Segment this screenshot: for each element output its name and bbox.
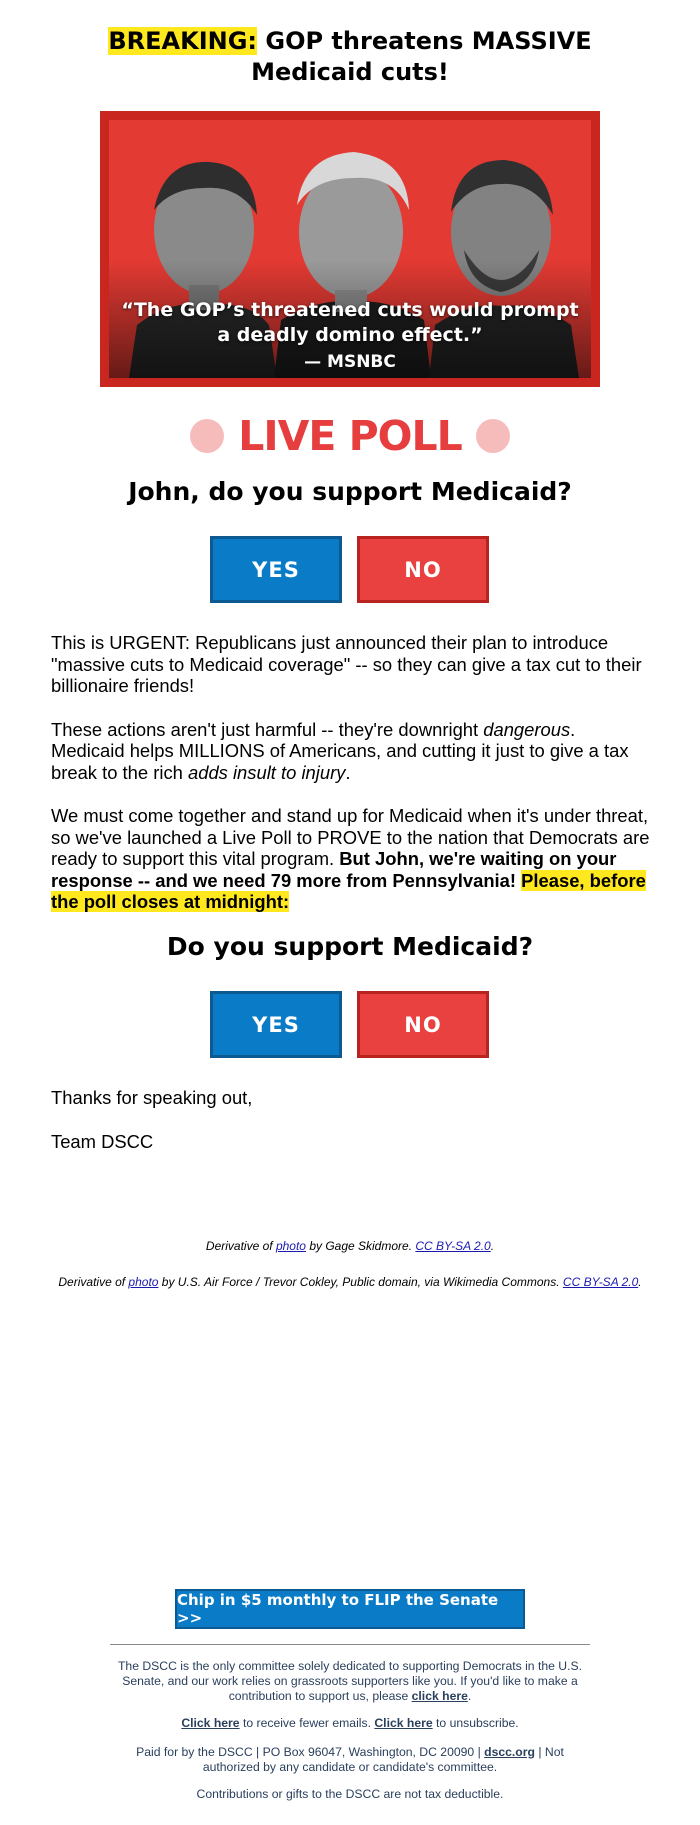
hero-image[interactable] — [100, 111, 600, 387]
live-dot-icon — [190, 419, 224, 453]
signoff-team: Team DSCC — [51, 1130, 154, 1152]
hero-quote-line1: “The GOP’s threatened cuts would prompt — [121, 299, 579, 321]
highlight-deadline: Please, before the poll closes at midnight: — [51, 869, 646, 912]
poll-question-1: John, do you support Medicaid? — [128, 477, 572, 506]
unsubscribe-link[interactable]: Click here — [374, 1716, 433, 1730]
photo-link-1[interactable]: photo — [275, 1239, 306, 1253]
live-poll-banner — [0, 411, 700, 461]
yes-button-2[interactable]: YES — [210, 991, 342, 1058]
footer-tax-note: Contributions or gifts to the DSCC are not tax deductible. — [196, 1787, 504, 1801]
photo-link-2[interactable]: photo — [128, 1275, 159, 1289]
no-button-2[interactable]: NO — [357, 991, 489, 1058]
paragraph-dangerous: These actions aren't just harmful -- they're downright dangerous. Medicaid helps MILLIONS of Americans, and cutting it just to give a tax break to the rich adds insult to injury. — [51, 718, 629, 783]
hero-quote — [109, 298, 591, 348]
footer-about: The DSCC is the only committee solely dedicated to supporting Democrats in the U.S. Senate, and our work relies on grassroots supporters like you. If you'd like to make a contribution to support us, please click here. — [117, 1659, 582, 1703]
live-poll-label: LIVE POLL — [238, 412, 462, 460]
license-link-1[interactable]: CC BY-SA 2.0 — [415, 1239, 491, 1253]
message-body — [51, 632, 651, 935]
paragraph-live-poll: We must come together and stand up for Medicaid when it's under threat, so we've launched a Live Poll to PROVE to the nation that Democrats are ready to support this vital program. But John, we're waiting on your response -- and we need 79 more from Pennsylvania! Please, before the poll closes at midnight: — [51, 805, 650, 912]
headline-line1: GOP threatens MASSIVE — [257, 27, 592, 55]
yes-button-1[interactable]: YES — [210, 536, 342, 603]
hero-source: — MSNBC — [304, 352, 396, 372]
license-link-2[interactable]: CC BY-SA 2.0 — [562, 1275, 639, 1289]
photo-credit-2: Derivative of photo by U.S. Air Force / Trevor Cokley, Public domain, via Wikimedia Commons. CC BY-SA 2.0. — [58, 1275, 642, 1289]
no-button-1[interactable]: NO — [357, 536, 489, 603]
footer-unsubscribe: Click here to receive fewer emails. Click here to unsubscribe. — [181, 1716, 519, 1730]
dscc-site-link[interactable]: dscc.org — [484, 1745, 535, 1759]
paragraph-urgent: This is URGENT: Republicans just announced their plan to introduce "massive cuts to Medicaid coverage" -- so they can give a tax cut to their billionaire friends! — [51, 632, 642, 696]
footer-disclaimer: Paid for by the DSCC | PO Box 96047, Washington, DC 20090 | dscc.org | Not authorized by any candidate or candidate's committee. — [136, 1745, 564, 1774]
footer-divider — [110, 1644, 590, 1645]
poll-question-2: Do you support Medicaid? — [166, 932, 534, 961]
breaking-label: BREAKING: — [108, 27, 258, 55]
fewer-emails-link[interactable]: Click here — [181, 1716, 240, 1730]
signoff-thanks: Thanks for speaking out, — [51, 1087, 253, 1108]
headline — [0, 26, 700, 88]
hero-quote-line2: a deadly domino effect.” — [217, 324, 483, 346]
chip-in-button[interactable]: Chip in $5 monthly to FLIP the Senate >> — [175, 1589, 525, 1629]
headline-line2: Medicaid cuts! — [251, 58, 449, 86]
signoff — [51, 1087, 651, 1174]
live-dot-icon — [476, 419, 510, 453]
contribute-link[interactable]: click here — [411, 1689, 468, 1703]
photo-credit-1: Derivative of photo by Gage Skidmore. CC BY-SA 2.0. — [205, 1239, 495, 1253]
